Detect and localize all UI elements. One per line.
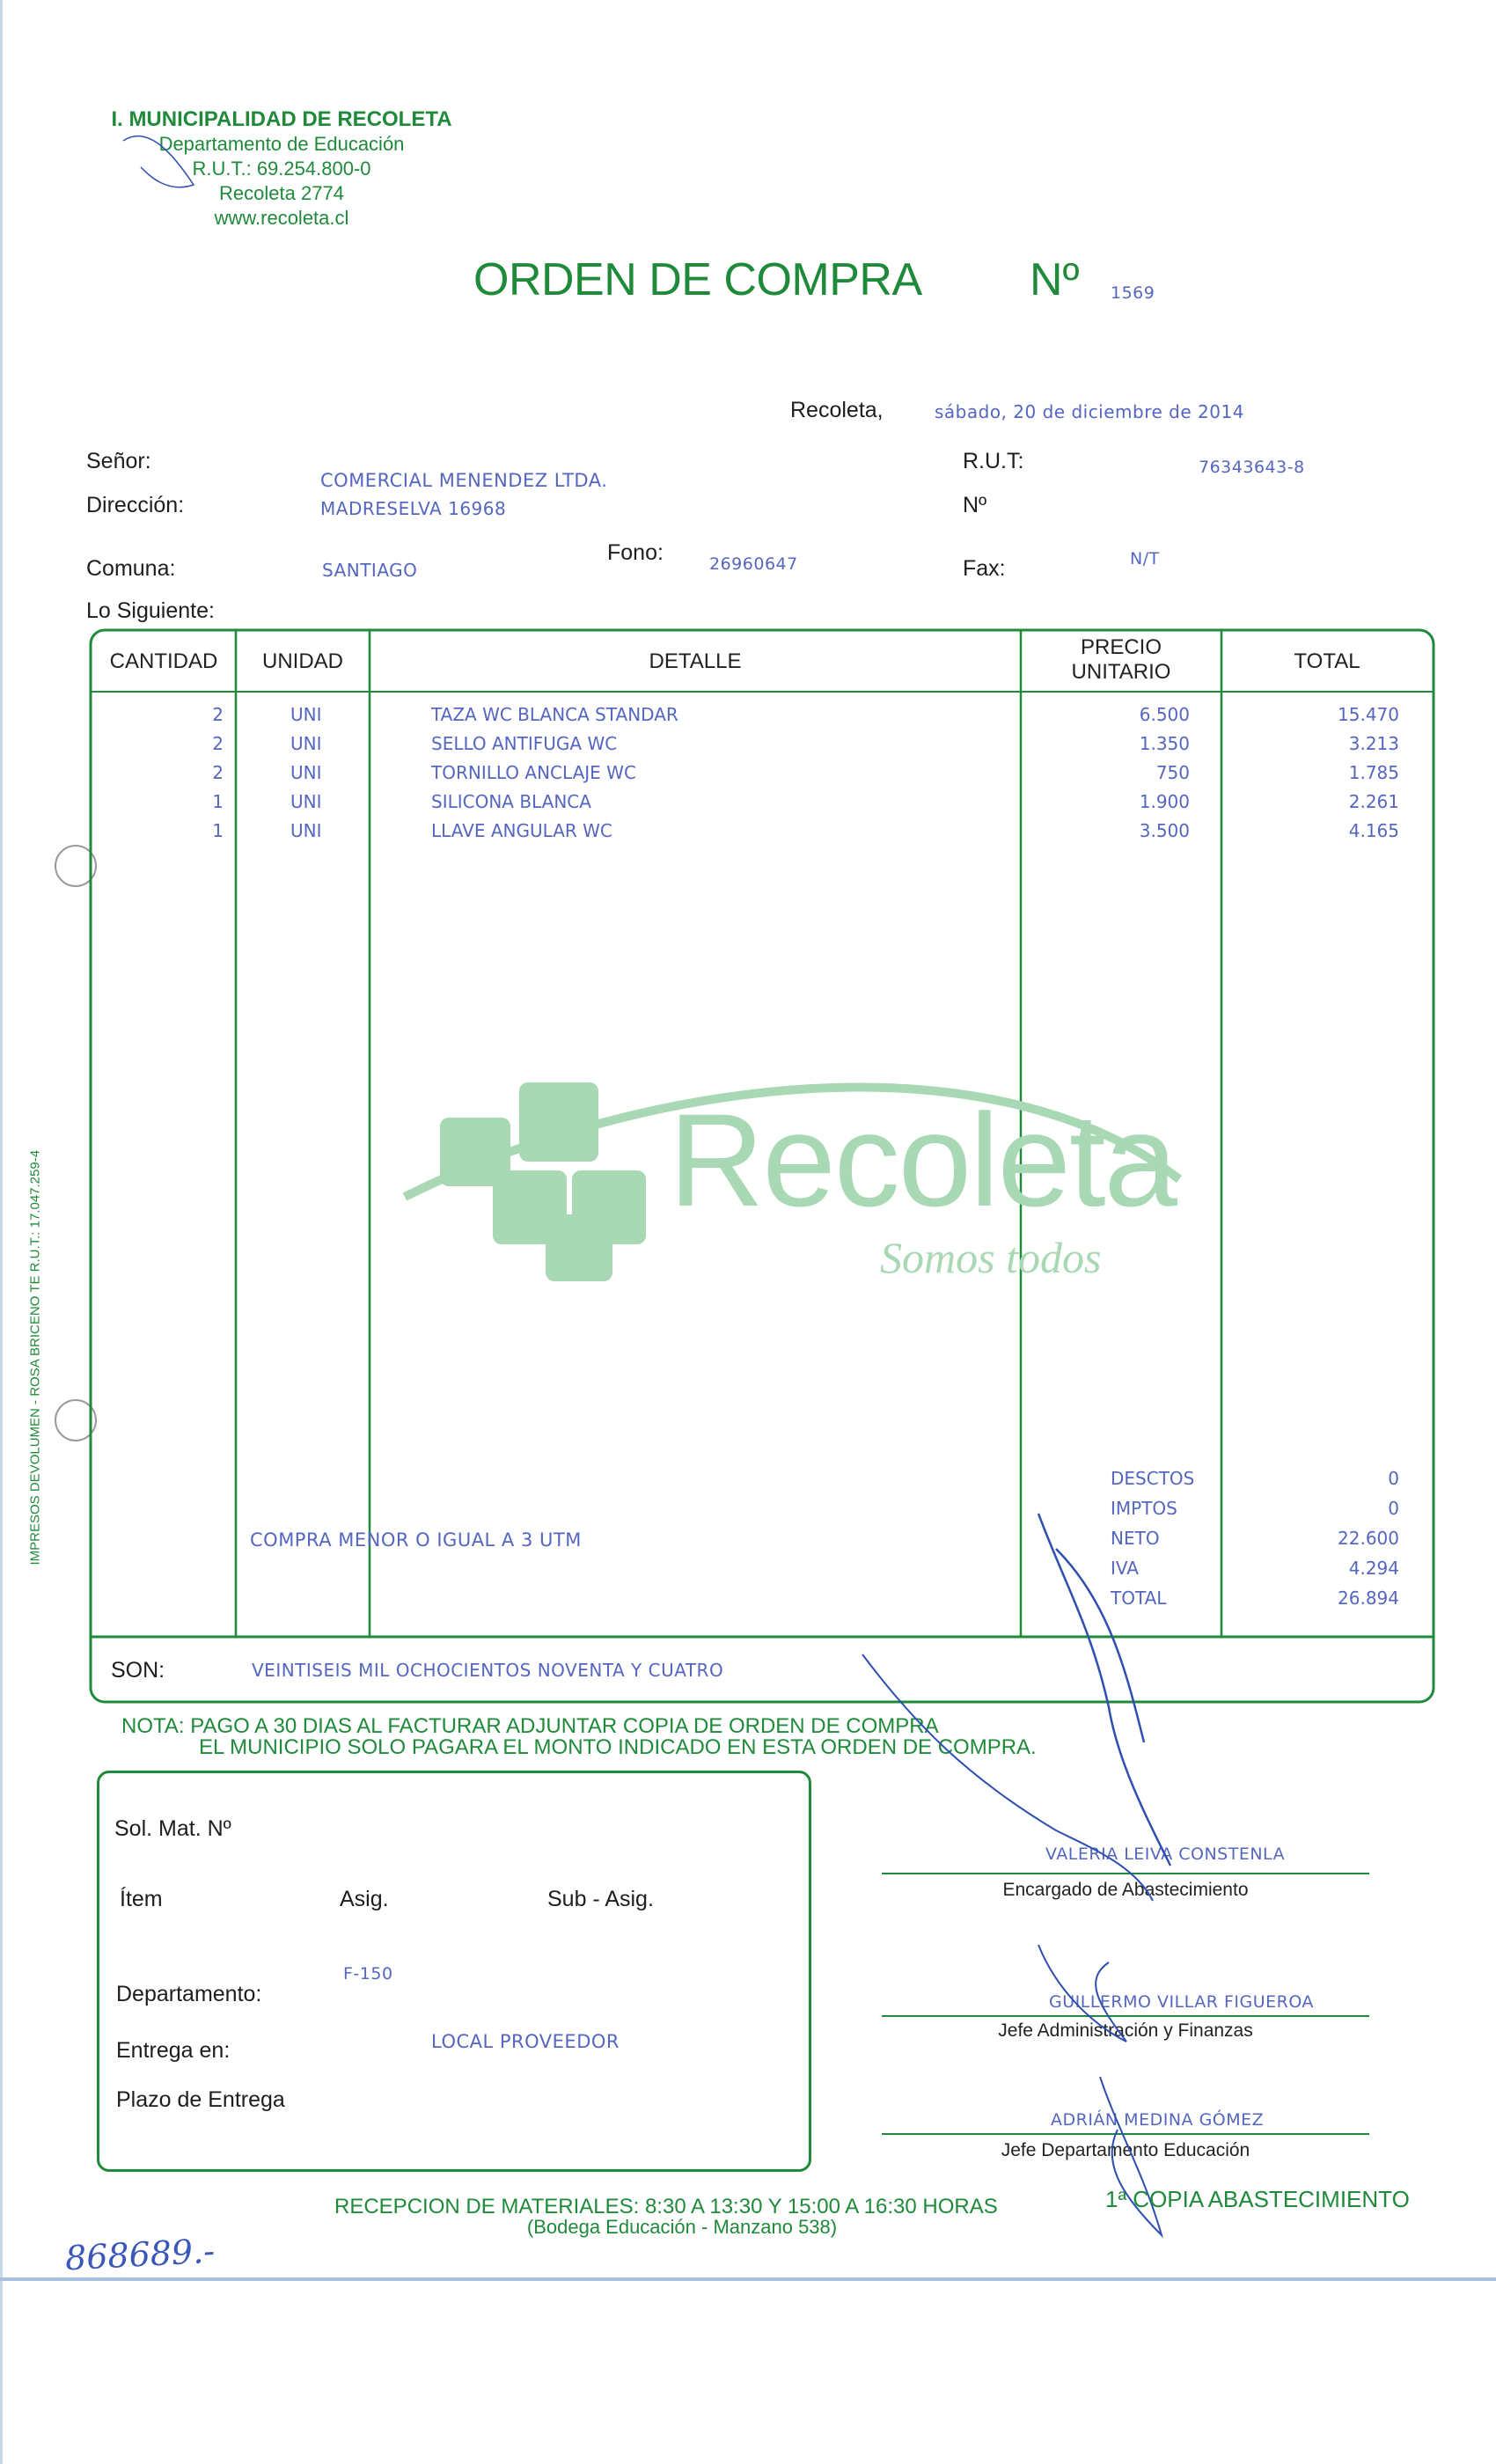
row-unidad: UNI bbox=[290, 820, 322, 841]
row-precio: 6.500 bbox=[1139, 704, 1190, 725]
row-cantidad: 1 bbox=[212, 791, 224, 812]
row-cantidad: 1 bbox=[212, 820, 224, 841]
row-detalle: SELLO ANTIFUGA WC bbox=[431, 733, 618, 754]
col-header-detalle: DETALLE bbox=[649, 649, 742, 673]
col-header-unidad: UNIDAD bbox=[261, 649, 343, 673]
row-precio: 1.900 bbox=[1139, 791, 1190, 812]
lo-siguiente-label: Lo Siguiente: bbox=[86, 598, 215, 623]
nota-line2: EL MUNICIPIO SOLO PAGARA EL MONTO INDICADO EN ESTA ORDEN DE COMPRA. bbox=[199, 1735, 1037, 1759]
row-detalle: TORNILLO ANCLAJE WC bbox=[431, 762, 636, 783]
son-value: VEINTISEIS MIL OCHOCIENTOS NOVENTA Y CUATRO bbox=[252, 1660, 724, 1681]
asig-label: Asig. bbox=[340, 1887, 389, 1911]
row-unidad: UNI bbox=[290, 762, 322, 783]
row-unidad: UNI bbox=[290, 733, 322, 754]
departamento-code: F-150 bbox=[343, 1964, 393, 1984]
supplier-address: MADRESELVA 16968 bbox=[320, 498, 507, 519]
fax-label: Fax: bbox=[963, 556, 1006, 581]
copia-label: 1ª COPIA ABASTECIMIENTO bbox=[1105, 2186, 1410, 2212]
row-cantidad: 2 bbox=[212, 704, 224, 725]
table-note: COMPRA MENOR O IGUAL A 3 UTM bbox=[250, 1529, 582, 1551]
sub-asig-label: Sub - Asig. bbox=[547, 1887, 654, 1911]
row-detalle: LLAVE ANGULAR WC bbox=[431, 820, 612, 841]
entrega-value: LOCAL PROVEEDOR bbox=[431, 2031, 620, 2052]
recepcion-line1: RECEPCION DE MATERIALES: 8:30 A 13:30 Y 15:00 A 16:30 HORAS bbox=[334, 2195, 998, 2218]
col-header-precio-line2: UNITARIO bbox=[1071, 660, 1171, 684]
row-precio: 3.500 bbox=[1139, 820, 1190, 841]
supplier-no-label: Nº bbox=[963, 493, 987, 517]
row-total: 3.213 bbox=[1348, 733, 1399, 754]
col-header-precio-line1: PRECIO bbox=[1080, 635, 1162, 659]
summary-label: DESCTOS bbox=[1111, 1468, 1195, 1489]
summary-value: 0 bbox=[1388, 1468, 1399, 1489]
watermark-slogan: Somos todos bbox=[880, 1233, 1102, 1282]
rut-label: R.U.T: bbox=[963, 449, 1024, 473]
order-number-value: 1569 bbox=[1111, 283, 1155, 303]
row-unidad: UNI bbox=[290, 704, 322, 725]
org-address: Recoleta 2774 bbox=[219, 182, 344, 204]
signature-role-2: Jefe Administración y Finanzas bbox=[998, 2020, 1253, 2041]
signature-role-1: Encargado de Abastecimiento bbox=[1002, 1880, 1249, 1900]
handwritten-number: 868689.- bbox=[63, 2231, 216, 2278]
fono-label: Fono: bbox=[607, 540, 664, 565]
signature-name-1: VALERIA LEIVA CONSTENLA bbox=[1045, 1844, 1286, 1864]
printer-side-text: IMPRESOS DEVOLUMEN - ROSA BRICENO TE R.U.T.: 17.047.259-4 bbox=[27, 1149, 43, 1566]
signature-name-2: GUILLERMO VILLAR FIGUEROA bbox=[1049, 1992, 1314, 2012]
row-detalle: SILICONA BLANCA bbox=[431, 791, 591, 812]
senor-label: Señor: bbox=[86, 449, 151, 473]
order-date: sábado, 20 de diciembre de 2014 bbox=[935, 401, 1244, 422]
item-label: Ítem bbox=[120, 1887, 163, 1911]
place-label: Recoleta, bbox=[790, 398, 884, 422]
row-unidad: UNI bbox=[290, 791, 322, 812]
summary-value: 4.294 bbox=[1348, 1558, 1399, 1579]
supplier-comuna: SANTIAGO bbox=[322, 560, 418, 581]
summary-value: 26.894 bbox=[1338, 1588, 1399, 1609]
summary-label: TOTAL bbox=[1111, 1588, 1167, 1609]
col-header-total: TOTAL bbox=[1294, 649, 1360, 673]
org-rut: R.U.T.: 69.254.800-0 bbox=[192, 158, 371, 180]
summary-value: 22.600 bbox=[1338, 1528, 1399, 1549]
supplier-name: COMERCIAL MENENDEZ LTDA. bbox=[320, 470, 608, 491]
row-total: 2.261 bbox=[1348, 791, 1399, 812]
nota-line1: NOTA: PAGO A 30 DIAS AL FACTURAR ADJUNTAR COPIA DE ORDEN DE COMPRA bbox=[121, 1714, 939, 1738]
summary-label: IVA bbox=[1111, 1558, 1139, 1579]
org-department: Departamento de Educación bbox=[158, 133, 405, 155]
row-detalle: TAZA WC BLANCA STANDAR bbox=[431, 704, 678, 725]
supplier-fax: N/T bbox=[1130, 549, 1160, 568]
sol-mat-label: Sol. Mat. Nº bbox=[114, 1816, 231, 1841]
row-cantidad: 2 bbox=[212, 762, 224, 783]
plazo-label: Plazo de Entrega bbox=[116, 2087, 285, 2112]
son-label: SON: bbox=[111, 1658, 165, 1683]
comuna-label: Comuna: bbox=[86, 556, 176, 581]
supplier-rut: 76343643-8 bbox=[1199, 458, 1305, 477]
watermark-text: Recoleta bbox=[669, 1086, 1177, 1234]
org-name: I. MUNICIPALIDAD DE RECOLETA bbox=[111, 107, 452, 131]
row-cantidad: 2 bbox=[212, 733, 224, 754]
org-website: www.recoleta.cl bbox=[214, 207, 349, 229]
row-precio: 750 bbox=[1155, 762, 1190, 783]
supplier-phone: 26960647 bbox=[709, 554, 798, 574]
row-total: 15.470 bbox=[1338, 704, 1399, 725]
row-precio: 1.350 bbox=[1139, 733, 1190, 754]
summary-label: NETO bbox=[1111, 1528, 1160, 1549]
entrega-label: Entrega en: bbox=[116, 2038, 231, 2063]
departamento-label: Departamento: bbox=[116, 1982, 262, 2006]
row-total: 1.785 bbox=[1348, 762, 1399, 783]
col-header-cantidad: CANTIDAD bbox=[109, 649, 218, 673]
order-number-label: Nº bbox=[1030, 254, 1080, 305]
signature-role-3: Jefe Departamento Educación bbox=[1001, 2140, 1250, 2160]
recepcion-line2: (Bodega Educación - Manzano 538) bbox=[526, 2216, 838, 2238]
document-title: ORDEN DE COMPRA bbox=[473, 254, 922, 305]
direccion-label: Dirección: bbox=[86, 493, 185, 517]
summary-value: 0 bbox=[1388, 1498, 1399, 1519]
summary-label: IMPTOS bbox=[1111, 1498, 1177, 1519]
signature-name-3: ADRIÁN MEDINA GÓMEZ bbox=[1051, 2110, 1265, 2130]
row-total: 4.165 bbox=[1348, 820, 1399, 841]
